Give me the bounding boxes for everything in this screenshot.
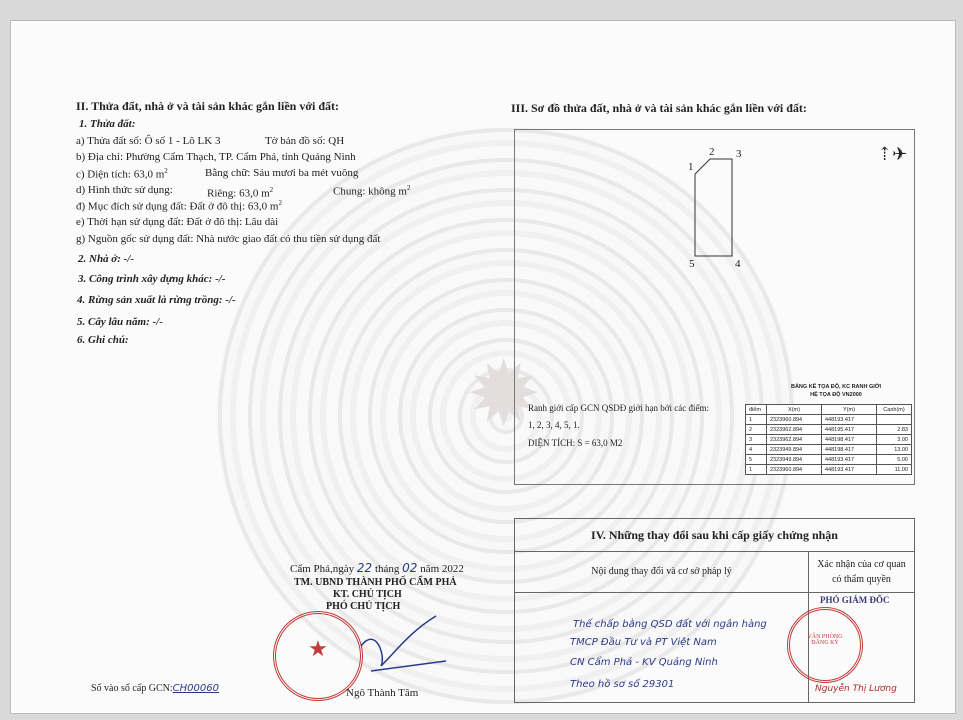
official-seal: ★ (273, 611, 363, 701)
section2-title: II. Thửa đất, nhà ở và tài sản khác gắn liền với đất: (76, 99, 339, 113)
coordinate-table: điểm X(m) Y(m) Canh(m) 1 2323960.894 448193.417 2 2323962.894 448195.417 2.83 3 2323962.894 448198.417 3.00 4 2323949.894 448198.417 13.00 5 2323949.894 448193.417 5.00 1 2323960.894 448193.417 11.00 (745, 404, 912, 475)
issuing-org: TM. UBND THÀNH PHỐ CẨM PHẢ (294, 577, 457, 588)
table-row: 4 2323949.894 448198.417 13.00 (746, 445, 912, 455)
address: b) Địa chỉ: Phường Cẩm Thạch, TP. Cẩm Phả, tỉnh Quảng Ninh (76, 151, 356, 163)
point-label: 5 (689, 258, 695, 270)
change-entry-line: CN Cẩm Phả - KV Quảng Ninh (570, 657, 718, 668)
change-entry-line: Thế chấp bằng QSD đất với ngân hàng (573, 619, 767, 630)
point-label: 1 (688, 161, 694, 173)
point-label: 2 (709, 146, 715, 158)
section3-title: III. Sơ đồ thửa đất, nhà ở và tài sản khác gắn liền với đất: (511, 101, 807, 115)
signature (351, 606, 451, 676)
usage-shared: Chung: không $m^2$ (333, 184, 411, 198)
confirm-role: PHÓ GIÁM ĐỐC (820, 595, 890, 605)
area: c) Diện tích: 63,0 $m^2$ (76, 167, 168, 181)
sketch-area: DIỆN TÍCH: S = 63,0 M2 (528, 438, 623, 448)
house-item: 2. Nhà ở: -/- (78, 253, 135, 265)
signer-role-1: KT. CHỦ TỊCH (333, 589, 402, 600)
point-label: 3 (736, 148, 742, 160)
signing-date: Cẩm Phả,ngày 22 tháng 02 năm 2022 (290, 561, 464, 575)
land-origin: g) Nguồn gốc sử dụng đất: Nhà nước giao đất có thu tiền sử dụng đất (76, 233, 381, 245)
coord-table-title: BẢNG KÊ TỌA ĐỘ, KC RANH GIỚI HỆ TỌA ĐỘ VN2000 (790, 384, 882, 398)
column-confirmation: Xác nhận của cơ quan có thẩm quyền (809, 552, 914, 593)
north-arrow-icon: ⇡✈ (877, 144, 908, 164)
star-watermark: ✹ (466, 346, 542, 445)
certificate-page (10, 20, 956, 714)
office-seal: VĂN PHÒNG ĐĂNG KÝ (787, 607, 863, 683)
table-row: 1 2323960.894 448193.417 11.00 (746, 465, 912, 475)
point-label: 4 (735, 258, 741, 270)
section4-title: IV. Những thay đổi sau khi cấp giấy chứng nhận (515, 519, 914, 552)
column-changes: Nội dung thay đổi và cơ sở pháp lý (515, 552, 809, 593)
parcel-number: a) Thửa đất số: Ô số 1 - Lô LK 3 (76, 135, 221, 147)
area-in-words: Bằng chữ: Sáu mươi ba mét vuông (205, 167, 359, 179)
map-sheet: Tờ bản đồ số: QH (265, 135, 345, 147)
signer-role-2: PHÓ CHỦ TỊCH (326, 601, 401, 612)
signer-name: Ngô Thành Tâm (346, 687, 419, 699)
land-purpose: đ) Mục đích sử dụng đất: Đất ở đô thị: 63,0 $m^2$ (76, 199, 282, 213)
forest-item: 4. Rừng sản xuất là rừng trồng: -/- (77, 294, 236, 306)
usage-term: e) Thời hạn sử dụng đất: Đất ở đô thị: Lâu dài (76, 216, 279, 228)
table-row: 1 2323960.894 448193.417 (746, 415, 912, 425)
notes-item: 6. Ghi chú: (77, 334, 129, 346)
other-works-item: 3. Công trình xây dựng khác: -/- (78, 273, 226, 285)
usage-private: Riêng: 63,0 $m^2$ (207, 186, 274, 200)
perennial-item: 5. Cây lâu năm: -/- (77, 316, 163, 328)
boundary-text: Ranh giới cấp GCN QSDĐ giới hạn bởi các điểm: (528, 403, 709, 413)
registry-number: Số vào số cấp GCN:CH00060 (91, 683, 219, 694)
table-row: 2 2323962.894 448195.417 2.83 (746, 425, 912, 435)
change-entry-line: Theo hồ sơ số 29301 (570, 679, 675, 690)
confirm-signer: Nguyễn Thị Lương (815, 684, 897, 694)
table-row: 5 2323949.894 448193.417 5.00 (746, 455, 912, 465)
land-heading: 1. Thửa đất: (79, 118, 136, 130)
change-entry-line: TMCP Đầu Tư và PT Việt Nam (570, 637, 717, 648)
usage-form: d) Hình thức sử dụng: (76, 184, 173, 196)
table-row: 3 2323962.894 448198.417 3.00 (746, 435, 912, 445)
boundary-points: 1, 2, 3, 4, 5, 1. (528, 420, 580, 430)
changes-table (514, 518, 915, 703)
